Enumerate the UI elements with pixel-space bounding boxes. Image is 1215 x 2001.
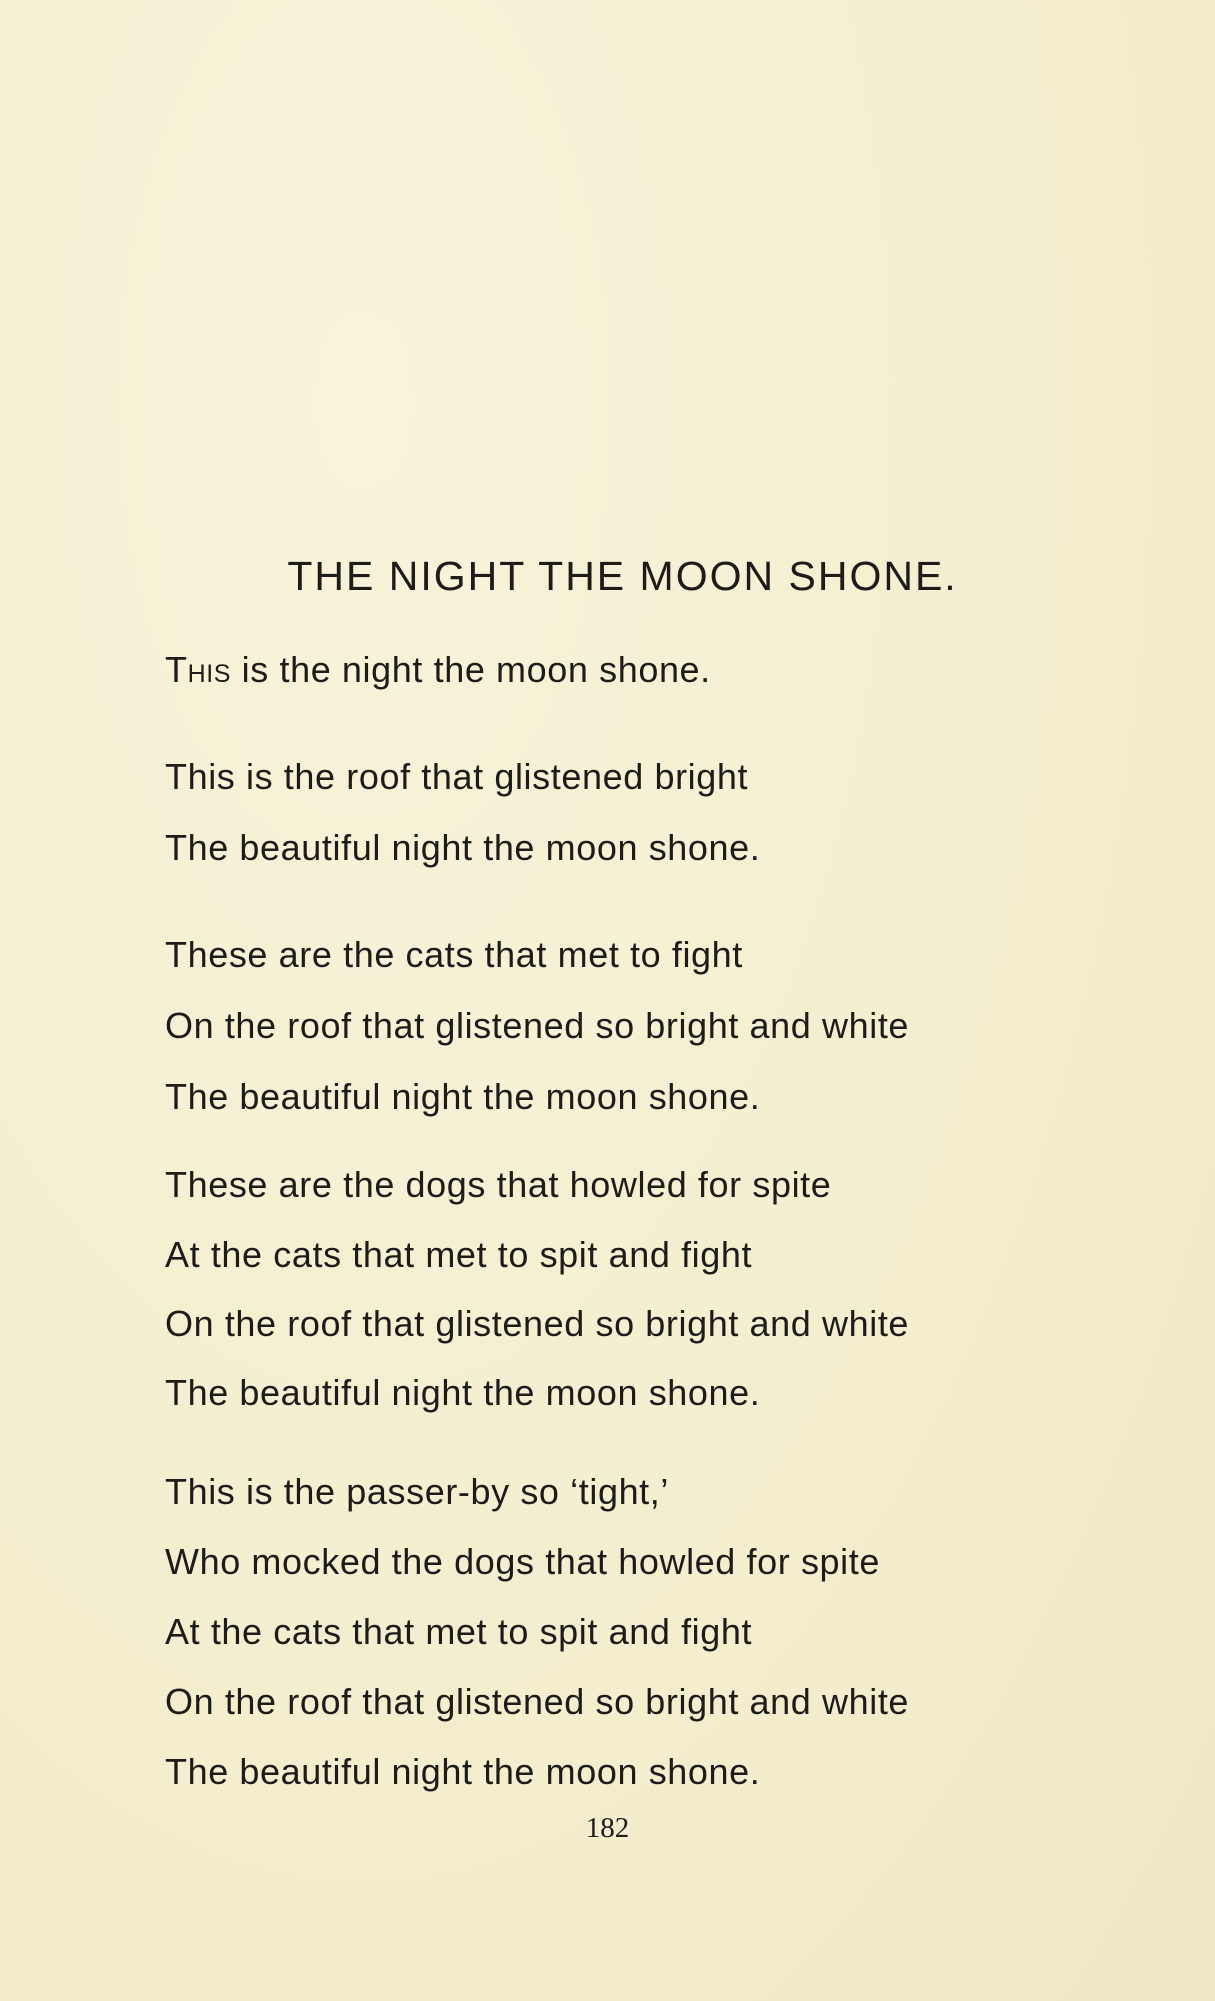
poem-line: At the cats that met to spit and fight (165, 1611, 753, 1652)
poem-line: These are the dogs that howled for spite (165, 1164, 832, 1205)
poem-line: This is the roof that glistened bright (165, 756, 749, 797)
poem-line: The beautiful night the moon shone. (165, 1076, 761, 1117)
poem-line: The beautiful night the moon shone. (165, 1372, 761, 1413)
poem-line: This is the passer-by so ‘tight,’ (165, 1471, 669, 1512)
poem-line: At the cats that met to spit and fight (165, 1234, 753, 1275)
poem-first-line-rest: is the night the moon shone. (231, 649, 711, 690)
poem-line: The beautiful night the moon shone. (165, 827, 761, 868)
poem-line: These are the cats that met to fight (165, 934, 743, 975)
poem-title: THE NIGHT THE MOON SHONE. (287, 553, 958, 599)
poem-line: The beautiful night the moon shone. (165, 1751, 761, 1792)
poem-line-first (165, 645, 711, 695)
poem-line: On the roof that glistened so bright and white (165, 1681, 910, 1722)
poem-first-word: This (165, 649, 232, 690)
poem-line: On the roof that glistened so bright and white (165, 1303, 910, 1344)
page-number: 182 (585, 1812, 630, 1844)
poem-line: Who mocked the dogs that howled for spite (165, 1541, 880, 1582)
poem-line: On the roof that glistened so bright and white (165, 1005, 910, 1046)
